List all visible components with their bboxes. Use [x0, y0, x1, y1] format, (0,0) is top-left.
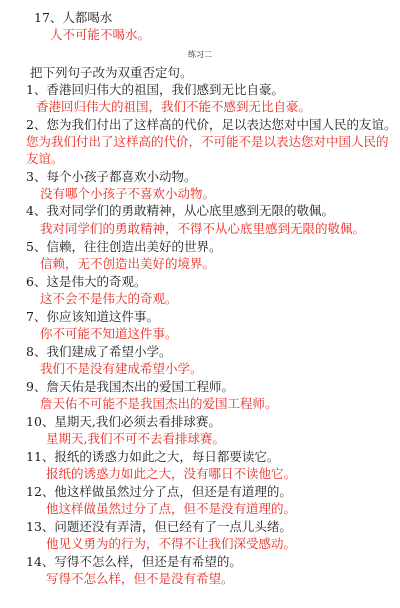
item-7-answer: 你不可能不知道这件事。: [40, 326, 178, 341]
item-7-question: 7、你应该知道这件事。: [26, 309, 159, 324]
item-13-answer: 他见义勇为的行为，不得不让我们深受感动。: [46, 536, 297, 551]
item-2-answer-cont: 友谊。: [26, 151, 64, 166]
item-3-question: 3、每个小孩子都喜欢小动物。: [26, 169, 197, 184]
item-11-answer: 报纸的诱惑力如此之大，没有哪日不读他它。: [46, 466, 297, 481]
item-4-question: 4、我对同学们的勇敢精神，从心底里感到无限的敬佩。: [26, 203, 334, 218]
item-14-question: 14、写得不怎么样，但还是有希望的。: [26, 554, 242, 569]
item-8-question: 8、我们建成了希望小学。: [26, 344, 172, 359]
item-6-question: 6、这是伟大的奇观。: [26, 274, 147, 289]
item-5-question: 5、信赖，往往创造出美好的世界。: [26, 239, 222, 254]
item-17-question: 17、人都喝水: [34, 10, 113, 25]
item-6-answer: 这不会不是伟大的奇观。: [40, 291, 178, 306]
item-13-question: 13、问题还没有弄清，但已经有了一点儿头绪。: [26, 519, 292, 534]
item-12-answer: 他这样做虽然过分了点，但不是没有道理的。: [46, 501, 297, 516]
item-5-answer: 信赖，无不创造出美好的境界。: [40, 256, 216, 271]
item-9-question: 9、詹天佑是我国杰出的爱国工程师。: [26, 379, 234, 394]
item-10-question: 10、星期天,我们必须去看排球赛。: [26, 414, 221, 429]
item-1-answer: 香港回归伟大的祖国，我们不能不感到无比自豪。: [36, 99, 312, 114]
item-12-question: 12、他这样做虽然过分了点，但还是有道理的。: [26, 484, 292, 499]
item-4-answer: 我对同学们的勇敢精神，不得不从心底里感到无限的敬佩。: [40, 221, 366, 236]
item-14-answer: 写得不怎么样，但不是没有希望。: [46, 571, 234, 586]
item-2-answer: 您为我们付出了这样高的代价，不可能不是以表达您对中国人民的: [26, 134, 389, 149]
instruction: 把下列句子改为双重否定句。: [30, 65, 193, 80]
exercise-title: 练习二: [188, 50, 212, 59]
item-8-answer: 我们不是没有建成希望小学。: [40, 361, 203, 376]
item-9-answer: 詹天佑不可能不是我国杰出的爱国工程师。: [40, 396, 278, 411]
item-1-question: 1、香港回归伟大的祖国，我们感到无比自豪。: [26, 82, 284, 97]
item-10-answer: 星期天,我们不可不去看排球赛。: [46, 431, 225, 446]
item-2-question: 2、您为我们付出了这样高的代价，足以表达您对中国人民的友谊。: [26, 117, 397, 132]
item-11-question: 11、报纸的诱惑力如此之大，每日都要读它。: [26, 449, 280, 464]
item-17-answer: 人不可能不喝水。: [50, 27, 151, 42]
item-3-answer: 没有哪个小孩子不喜欢小动物。: [40, 186, 216, 201]
